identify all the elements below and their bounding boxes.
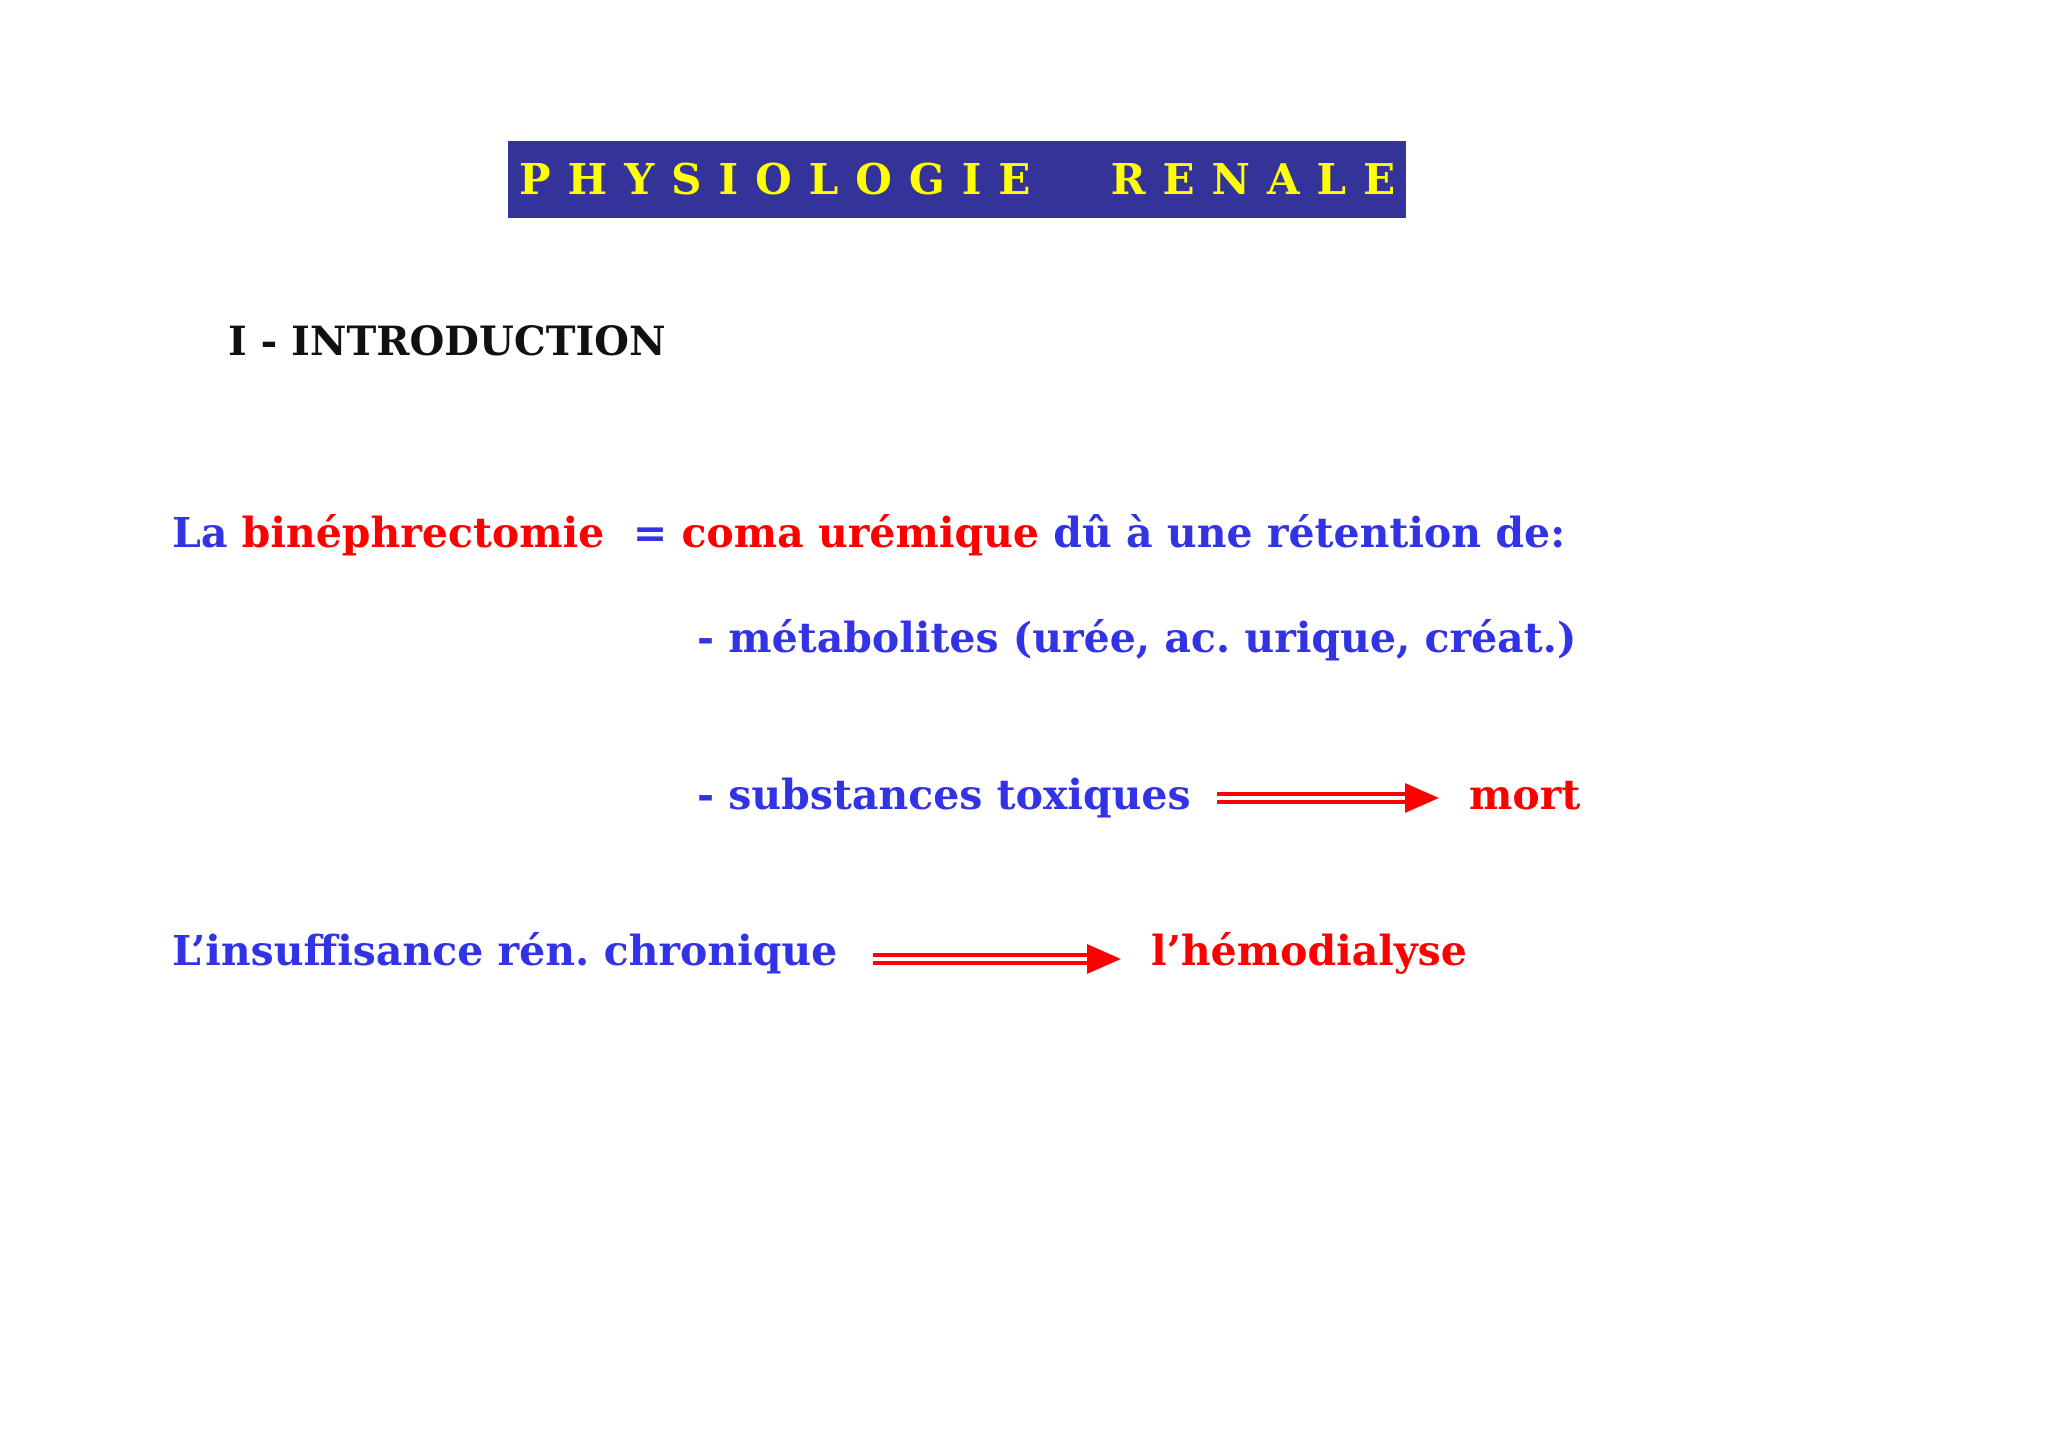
page-title: PHYSIOLOGIE RENALE — [518, 155, 1413, 204]
double-arrow-right-icon — [1215, 780, 1441, 816]
insuffisance-line: L’insuffisance rén. chronique — [172, 927, 838, 975]
binephrectomie-term: binéphrectomie — [241, 509, 605, 557]
coma-uremique-term: coma urémique — [681, 509, 1040, 557]
substances-item: - substances toxiques — [697, 771, 1191, 819]
metabolites-item: - métabolites (urée, ac. urique, créat.) — [697, 614, 1577, 662]
section-heading: I - INTRODUCTION — [228, 318, 666, 365]
double-arrow-right-icon — [871, 942, 1123, 978]
line1-part1: La — [172, 509, 242, 557]
title-banner — [508, 141, 1413, 218]
mort-result: mort — [1469, 771, 1581, 819]
hemodialyse-result: l’hémodialyse — [1151, 927, 1467, 975]
line1-equals: = — [604, 509, 682, 557]
line1-retention: dû à une rétention de: — [1039, 509, 1566, 557]
binephrectomie-line — [172, 509, 1566, 557]
